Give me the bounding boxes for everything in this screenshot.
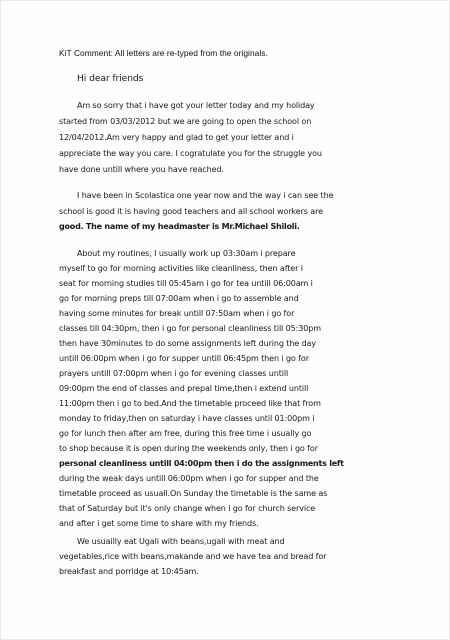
paragraph-1-line-5: have done untill where you have reached.	[59, 165, 224, 174]
paragraph-4-line-2: vegetables,rice with beans,makande and we have tea and bread for	[59, 552, 327, 561]
paragraph-3-line-10: 09:00pm the end of classes and prepal time,then i extend untill	[59, 384, 309, 393]
paragraph-1-line-2: started from 03/03/2012 but we are going to open the school on	[59, 117, 312, 126]
paragraph-3-line-6: classes till 04:30pm, then i go for personal cleanliness till 05:30pm	[59, 324, 321, 333]
paragraph-3-line-1: About my routines, I usually work up 03:30am i prepare	[77, 249, 296, 258]
paragraph-3-line-4: go for morning preps till 07:00am when i go to assemble and	[59, 294, 299, 303]
paragraph-3-line-18: that of Saturday but it's only change when i go for church service	[59, 504, 316, 513]
paragraph-3-line-15: personal cleanliness untill 04:00pm then i do the assignments left	[59, 459, 344, 468]
paragraph-1-line-3: 12/04/2012.Am very happy and glad to get your letter and i	[59, 133, 294, 142]
paragraph-3-line-14: to shop because it is open during the weekends only, then i go for	[59, 444, 318, 453]
kit-comment: KiT Comment: All letters are re-typed from the originals.	[59, 48, 268, 58]
paragraph-3-line-5: having some minutes for break untill 07:50am when i go for	[59, 309, 295, 318]
greeting: Hi dear friends	[77, 73, 144, 84]
paragraph-4-line-3: breakfast and porridge at 10:45am.	[59, 567, 199, 576]
paragraph-3-line-12: monday to friday,then on saturday i have classes until 01:00pm i	[59, 414, 315, 423]
paragraph-3-line-16: during the weak days untill 06:00pm when i go for supper and the	[59, 474, 319, 483]
paragraph-4-line-1: We usuailly eat Ugali with beans,ugali with meat and	[77, 537, 285, 546]
paragraph-2-line-2: school is good it is having good teachers and all school workers are	[59, 207, 323, 216]
paragraph-3-line-2: myself to go for morning activities like cleanliness, then after i	[59, 264, 303, 273]
paragraph-2-line-3: good. The name of my headmaster is Mr.Michael Shiloli.	[59, 222, 300, 231]
paragraph-1-line-4: appreciate the way you care. I cogratulate you for the struggle you	[59, 149, 322, 158]
paragraph-1-line-1: Am so sorry that i have got your letter today and my holiday	[77, 101, 315, 110]
paragraph-3-line-19: and after i get some time to share with my friends.	[59, 519, 259, 528]
paragraph-3-line-7: then have 30minutes to do some assignments left during the day	[59, 339, 317, 348]
paragraph-3-line-8: untill 06:00pm when i go for supper untill 06:45pm then i go for	[59, 354, 309, 363]
paragraph-3-line-17: timetable proceed as usuall.On Sunday the timetable is the same as	[59, 489, 328, 498]
paragraph-3-line-9: prayers untill 07:00pm when i go for evening classes untill	[59, 369, 289, 378]
paragraph-3-line-3: seat for morning studies till 05:45am i go for tea untill 06:00am i	[59, 279, 313, 288]
paragraph-3-line-13: go for lunch then after am free, during this free time i usually go	[59, 429, 312, 438]
paragraph-3-line-11: 11:00pm then i go to bed.And the timetable proceed like that from	[59, 399, 321, 408]
paragraph-2-line-1: I have been in Scolastica one year now and the way i can see the	[77, 191, 334, 200]
